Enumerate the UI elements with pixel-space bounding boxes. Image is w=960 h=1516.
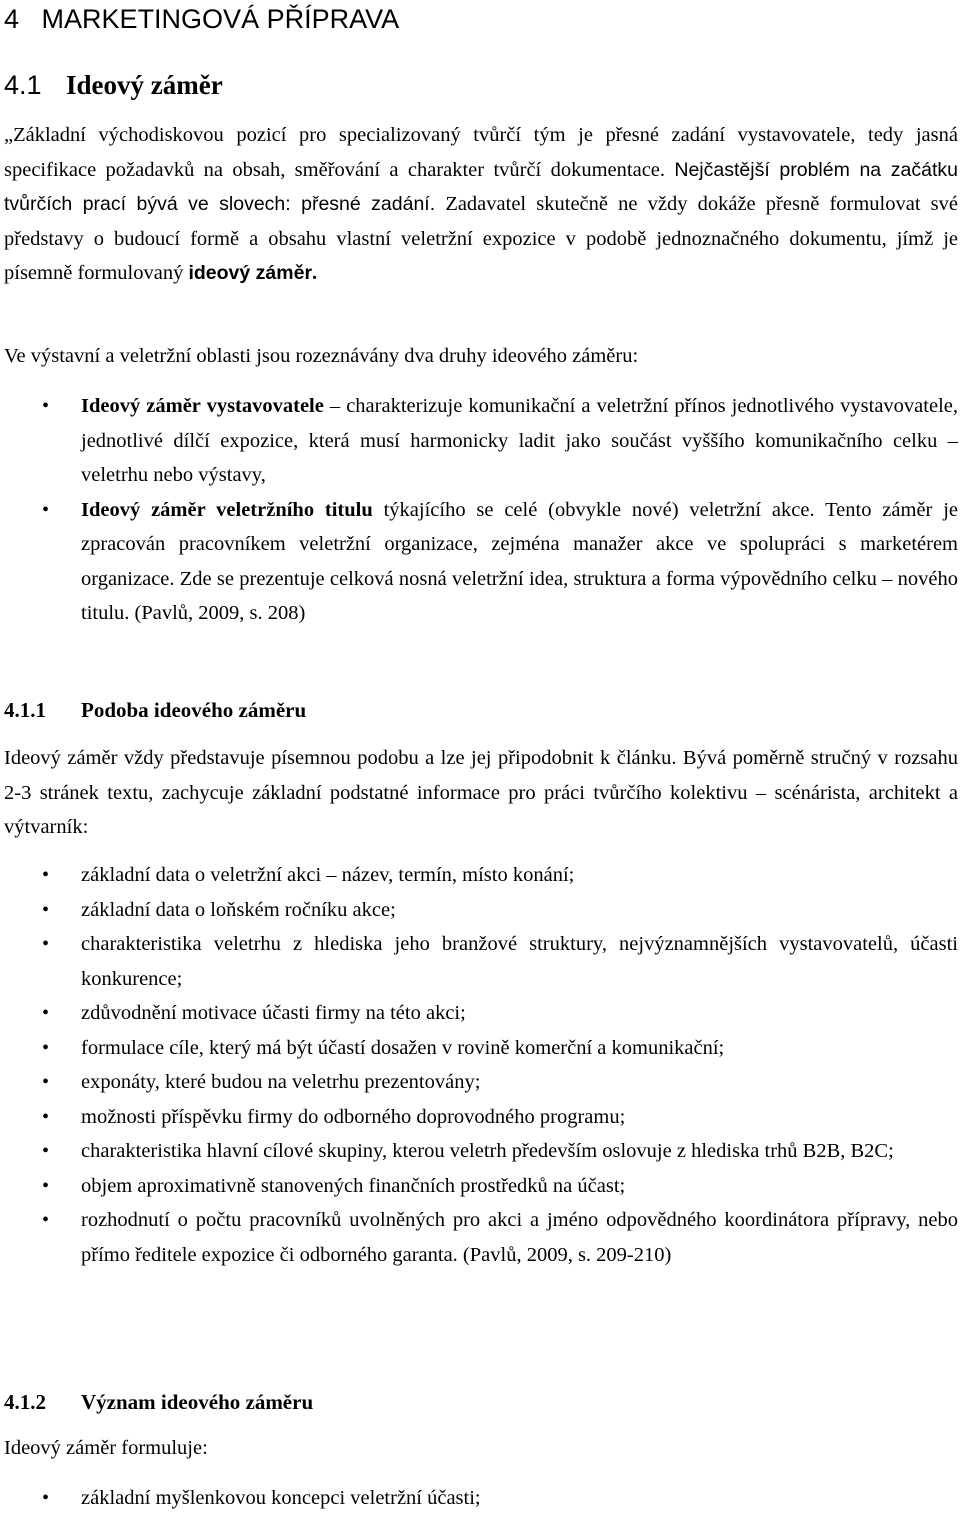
type-2-bold: Ideový záměr veletržního titulu <box>81 498 373 521</box>
intro-sentence-2: Nejčastější problém na začátku tvůrčích prací bývá ve slovech: přesné zadání. <box>4 158 958 215</box>
subsection-2-number: 4.1.2 <box>4 1390 46 1414</box>
section-heading <box>4 70 223 101</box>
subsection-heading-1 <box>4 698 306 723</box>
list-item: • základní data o veletržní akci – název, termín, místo konání; <box>4 858 958 893</box>
sub1-list <box>4 858 958 1272</box>
types-intro: Ve výstavní a veletržní oblasti jsou rozeznávány dva druhy ideového záměru: <box>4 345 639 367</box>
type-2-text: týkajícího se celé (obvykle nové) veletržní akce. Tento záměr je zpracován pracovníkem veletržní organizace, zejména manažer akce ve spolupráci s marketérem organizace. Zde se prezentuje celková nosná veletržní idea, struktura a forma výpovědního celku – nového titulu. (Pavlů, 2009, s. 208) <box>81 498 958 624</box>
intro-sentence-3: Zadavatel skutečně ne vždy dokáže přesně formulovat své představy o budoucí formě a obsahu vlastní veletržní expozice v podobě jednoznačného dokumentu, jímž je písemně formulovaný <box>4 193 959 284</box>
sub2-list <box>4 1481 958 1516</box>
list-item <box>4 389 958 493</box>
type-1-text: – charakterizuje komunikační a veletržní přínos jednotlivého vystavovatele, jednotlivé dílčí expozice, která musí harmonicky ladit jako součást vyššího komunikačního celku – veletrhu nebo výstavy, <box>81 395 958 486</box>
subsection-heading-2 <box>4 1390 313 1415</box>
list-item: • základní data o loňském ročníku akce; <box>4 893 958 928</box>
list-item: • objem aproximativně stanovených finančních prostředků na účast; <box>4 1169 958 1204</box>
chapter-heading <box>4 4 399 35</box>
sub2-intro: Ideový záměr formuluje: <box>4 1437 208 1459</box>
list-item: • formulace cíle, který má být účastí dosažen v rovině komerční a komunikační; <box>4 1031 958 1066</box>
list-item: • základní myšlenkovou koncepci veletržní účasti; <box>4 1481 958 1516</box>
section-number: 4.1 <box>4 70 42 100</box>
intro-end-punct: . <box>312 262 318 284</box>
chapter-title: MARKETINGOVÁ PŘÍPRAVA <box>41 4 400 34</box>
list-item: • zdůvodnění motivace účasti firmy na této akci; <box>4 996 958 1031</box>
subsection-2-title: Význam ideového záměru <box>81 1390 314 1414</box>
list-item: • možnosti příspěvku firmy do odborného doprovodného programu; <box>4 1100 958 1135</box>
sub1-paragraph: Ideový záměr vždy představuje písemnou podobu a lze jej připodobnit k článku. Bývá poměrně stručný v rozsahu 2-3 stránek textu, zachycuje základní podstatné informace pro práci tvůrčího kolektivu – scénárista, architekt a výtvarník: <box>4 747 958 838</box>
list-item: • exponáty, které budou na veletrhu prezentovány; <box>4 1065 958 1100</box>
list-item: • rozhodnutí o počtu pracovníků uvolněných pro akci a jméno odpovědného koordinátora přípravy, nebo přímo ředitele expozice či odborného garanta. (Pavlů, 2009, s. 209-210) <box>4 1203 958 1272</box>
subsection-1-number: 4.1.1 <box>4 698 46 722</box>
intro-sentence-1: „Základní východiskovou pozicí pro specializovaný tvůrčí tým je přesné zadání vystavovatele, tedy jasná specifikace požadavků na obsah, směřování a charakter tvůrčí dokumentace. <box>4 124 958 181</box>
list-item: • charakteristika hlavní cílové skupiny, kterou veletrh především oslovuje z hlediska trhů B2B, B2C; <box>4 1134 958 1169</box>
list-item <box>4 493 958 631</box>
intro-paragraph <box>4 118 958 291</box>
list-item: • charakteristika veletrhu z hlediska jeho branžové struktury, nejvýznamnějších vystavovatelů, účasti konkurence; <box>4 927 958 996</box>
type-1-bold: Ideový záměr vystavovatele <box>81 395 324 417</box>
subsection-1-title: Podoba ideového záměru <box>81 698 307 722</box>
types-list <box>4 389 958 631</box>
intro-bold-term: ideový záměr <box>188 262 313 284</box>
section-title: Ideový záměr <box>66 70 223 100</box>
chapter-number: 4 <box>4 4 20 34</box>
